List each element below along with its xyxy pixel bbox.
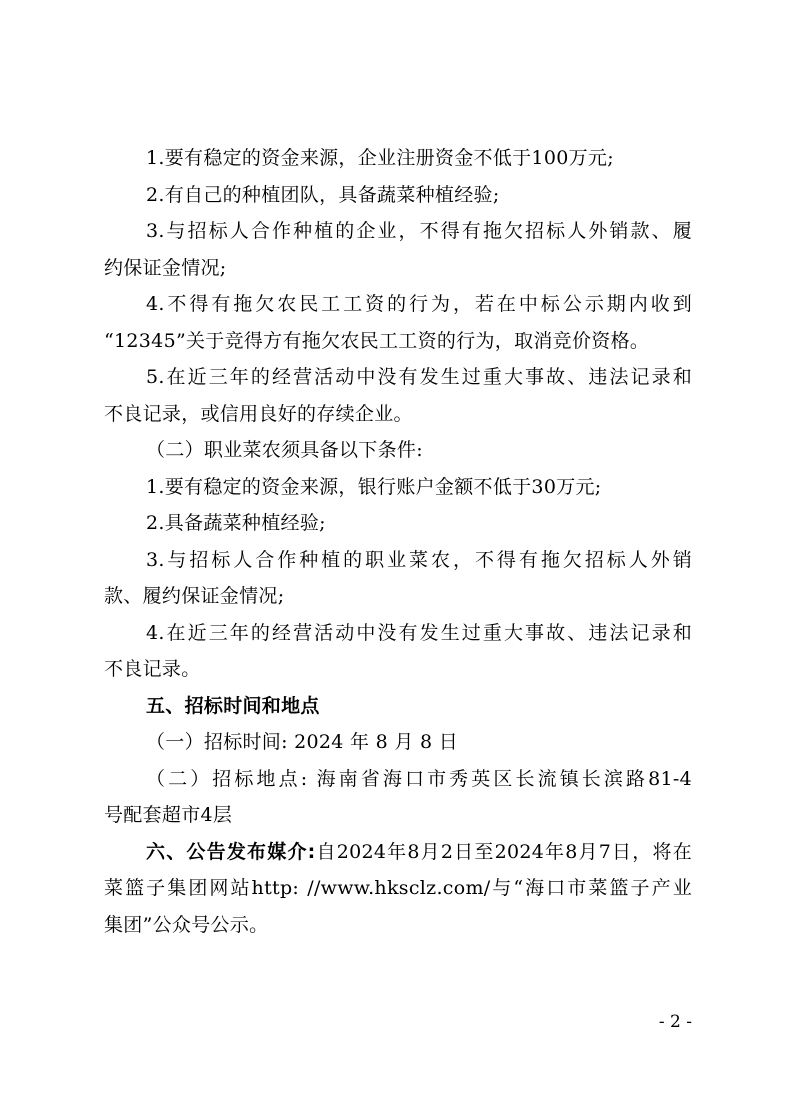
paragraph-line xyxy=(104,140,692,177)
paragraph-line xyxy=(104,286,692,323)
line-text: 集团”公众号公示。 xyxy=(104,913,269,936)
line-text: （一）招标时间: 2024 年 8 月 8 日 xyxy=(146,731,459,753)
paragraph-line xyxy=(104,396,692,433)
paragraph-line xyxy=(104,469,692,506)
line-text: 3.与招标人合作种植的职业菜农，不得有拖欠招标人外销 xyxy=(146,548,692,571)
line-text: “12345”关于竞得方有拖欠农民工工资的行为，取消竞价资格。 xyxy=(104,329,650,352)
line-text: 2.具备蔬菜种植经验; xyxy=(146,512,326,534)
paragraph-line xyxy=(104,432,692,469)
paragraph-line xyxy=(104,797,692,834)
section-heading-lead: 六、公告发布媒介: xyxy=(146,840,316,863)
line-text: 2.有自己的种植团队，具备蔬菜种植经验; xyxy=(146,183,500,206)
paragraph-line xyxy=(104,651,692,688)
paragraph-line xyxy=(104,323,692,360)
page-number: - 2 - xyxy=(658,1012,692,1032)
paragraph-line xyxy=(104,578,692,615)
paragraph-line xyxy=(104,615,692,652)
line-text: 1.要有稳定的资金来源，企业注册资金不低于100万元; xyxy=(146,147,614,169)
line-text: （二）招标地点: 海南省海口市秀英区长流镇长滨路81-4 xyxy=(146,767,692,790)
line-text: 约保证金情况; xyxy=(104,256,227,279)
line-text: 1.要有稳定的资金来源，银行账户金额不低于30万元; xyxy=(146,475,602,498)
paragraph-line xyxy=(104,359,692,396)
line-text: 4.在近三年的经营活动中没有发生过重大事故、违法记录和 xyxy=(146,621,692,644)
line-text: 号配套超市4层 xyxy=(104,804,233,826)
line-text: 不良记录。 xyxy=(104,658,201,680)
paragraph-line xyxy=(104,724,692,761)
line-text: 款、履约保证金情况; xyxy=(104,585,285,607)
paragraph-line xyxy=(104,870,692,907)
paragraph-line xyxy=(104,177,692,214)
line-text: 菜篮子集团网站http: //www.hksclz.com/与“海口市菜篮子产业 xyxy=(104,877,692,899)
line-text: 不良记录，或信用良好的存续企业。 xyxy=(104,402,413,425)
line-text: （二）职业菜农须具备以下条件: xyxy=(146,439,423,461)
paragraph-line xyxy=(104,761,692,798)
line-text: 自2024年8月2日至2024年8月7日，将在 xyxy=(315,840,692,863)
paragraph-line xyxy=(104,834,692,871)
line-text: 5.在近三年的经营活动中没有发生过重大事故、违法记录和 xyxy=(146,366,692,388)
paragraph-line xyxy=(104,213,692,250)
section-heading xyxy=(104,688,692,725)
paragraph-line xyxy=(104,542,692,579)
paragraph-line xyxy=(104,907,692,944)
line-text: 五、招标时间和地点 xyxy=(146,694,320,717)
paragraph-line xyxy=(104,505,692,542)
line-text: 4.不得有拖欠农民工工资的行为，若在中标公示期内收到 xyxy=(146,293,692,315)
line-text: 3.与招标人合作种植的企业，不得有拖欠招标人外销款、履 xyxy=(146,220,692,242)
paragraph-line xyxy=(104,250,692,287)
document-body xyxy=(104,140,692,943)
